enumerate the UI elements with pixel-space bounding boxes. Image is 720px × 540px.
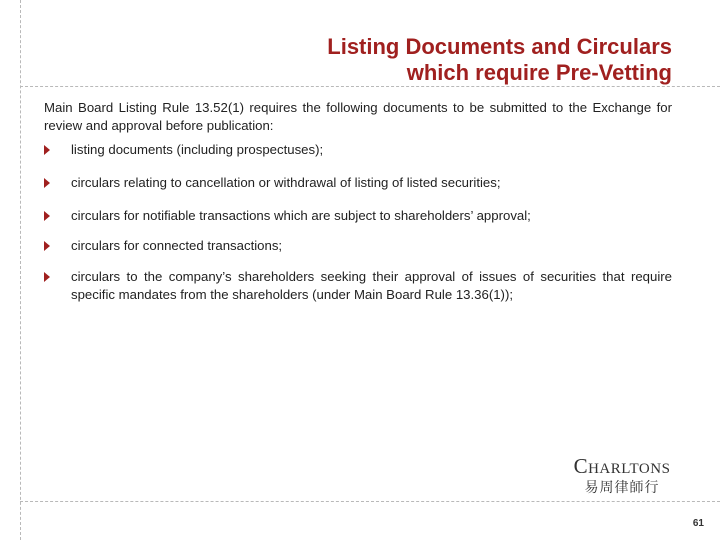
slide-title-line-1: Listing Documents and Circulars (327, 34, 672, 59)
bullet-item (44, 141, 672, 159)
intro-paragraph: Main Board Listing Rule 13.52(1) requires the following documents to be submitted to the Exchange for review and approval before publication: (44, 100, 672, 133)
arrow-right-icon (44, 241, 50, 251)
charltons-logo (562, 454, 682, 498)
logo-name: Charltons (573, 454, 671, 478)
bullet-text: circulars for notifiable transactions which are subject to shareholders’ approval; (71, 208, 531, 223)
arrow-right-icon (44, 178, 50, 188)
bullet-text: listing documents (including prospectuses); (71, 142, 324, 157)
arrow-right-icon (44, 145, 50, 155)
title-dashed-rule (20, 86, 720, 87)
bullet-text: circulars to the company’s shareholders seeking their approval of issues of securities that require specific mandates from the shareholders (under Main Board Rule 13.36(1)); (71, 269, 672, 302)
bullet-item (44, 207, 672, 225)
arrow-right-icon (44, 272, 50, 282)
page-number: 61 (692, 518, 704, 529)
bullet-text: circulars relating to cancellation or withdrawal of listing of listed securities; (71, 175, 501, 190)
bullet-item (44, 237, 672, 255)
bullet-item (44, 268, 672, 304)
arrow-right-icon (44, 211, 50, 221)
left-dashed-rule (20, 0, 21, 540)
logo-chinese-name: 易周律師行 (584, 480, 660, 496)
bullet-item (44, 174, 672, 192)
slide-title (327, 34, 672, 86)
bullet-text: circulars for connected transactions; (71, 238, 283, 253)
slide-title-line-2: which require Pre-Vetting (406, 60, 672, 85)
footer-dashed-rule (20, 501, 720, 502)
